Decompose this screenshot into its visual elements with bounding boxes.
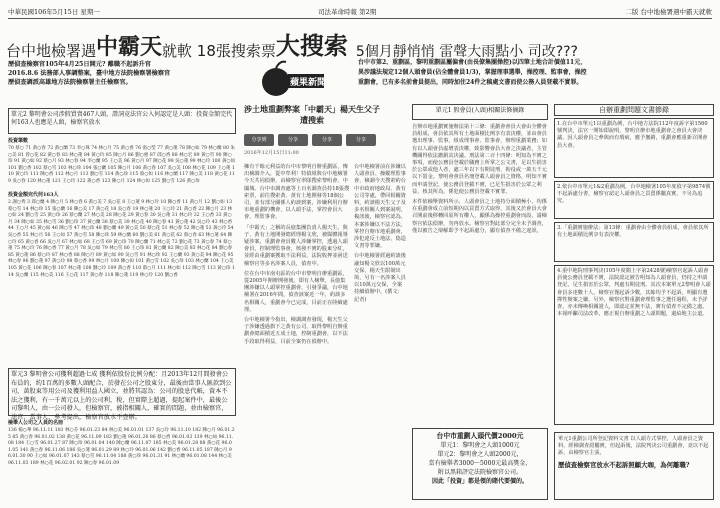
article-paragraph-2: 「中霸天」之稱的長億集團負責人楊天生，與子、黃有土地開發總經理楊文欣，被媒體報導疑涉案，重劃會會員數人涉嫌掌控，透過人頭會員，控制理監事會，核發不實的股東分紅，並經由重劃案獲取不法利益，法院收押並函送檢察官等多名涉案人員，偵查中。 <box>244 224 348 267</box>
reward-ad-line-3: 當有檢舉者3000～5000元最高獎金， <box>428 460 532 467</box>
grid-label-3: 檢舉人公司之人員的名冊 <box>8 420 64 426</box>
reward-ad-line-1: 單元1：黎明會之人頭1000元 <box>440 442 520 449</box>
bottom-right-text: 單元1重劃公司所登記資料文書 以人頭方式掌控，人頭會員之資料，經檢調查證屬實，但起訴後，法院判決公司重劃會，竟以不起訴，由檢察官主張， <box>558 436 709 457</box>
article-paragraph-6: 台中地檢署經過約談後諭知楊文欣以100萬元交保，楊天生限制出境，另有一名涉案人員以10萬元交保，全案持續偵辦中。(撰文：記者) <box>354 253 406 303</box>
name-grid-3: 136 楊○華 96.11.11 181 林○芬 96.01.23 84 林○美 96.01.01 137 吳○玲 96.11.10 182 陳○月 96.01.25 85 黃○春 96.01.02 138 黃○花 96.11.09 183 劉○蓮 96.01.26 86 蔡○香 96.01.03 139 林○如 96.11.08 184 王○雪 96.01.27 87 陳○珍 96.01.04 140 陳○蘭 96.11.07 185 林○美 96.01.28 88 黃○花 96.01.05 141 黃○春 96.11.06 186 吳○蓮 96.01.29 89 林○玲 96.01.06 142 劉○香 96.11.05 187 陳○月 96.01.30 90 王○如 96.01.07 143 蔡○雪 96.11.04 188 黃○珍 96.01.31 91 林○蘭 96.01.08 144 林○美 96.11.03 189 林○花 96.02.01 92 陳○春 96.01.09 <box>8 428 235 466</box>
article-body <box>244 164 350 500</box>
issue-item-2: 2.依台中市單元1&2重劃為例，台中地檢署105年度偵字第9874號不起訴處分書，檢察官認定人頭會員之買賣係屬真實，不另為追究。 <box>554 181 714 219</box>
header-section: 二版 台中地檢署遇中霸天就軟 <box>625 8 712 16</box>
intro-left <box>8 60 248 87</box>
headline-part-4: 大搜索 <box>275 32 348 60</box>
unit3-box <box>8 368 236 421</box>
bottom-right-bold: 歷偵查檢察官放水不起訴照顧大咖，為何離職? <box>558 460 690 469</box>
reward-ad-line-2: 單元2：黎明會之人頭2000元， <box>437 451 523 458</box>
share-button-facebook[interactable]: 分享到 <box>244 134 274 146</box>
unit1-body <box>412 124 548 424</box>
main-headline <box>6 26 716 60</box>
article-paragraph-1: 擁有千餘元利益的台中市黎明自辦重劃區，傳出檢調介入，從中牟利！特偵組與台中地檢署今天共同偵辦，由檢察官率隊搜索黎明會，中國城、台中市調查處等上百名調查員持18張搜索票，前往搜索黃、黃有土地開發等18個公司，並有部分關係人約談到案，涉嫌利用自辦市地重劃的機會，以人頭手法，掌控會員大會、理監事會。 <box>244 164 350 221</box>
article-title-1: 涉土地重劃弊案 <box>244 104 300 114</box>
article-date: 2016年12月15日11:00 <box>244 150 299 156</box>
reward-ad-box <box>412 428 548 500</box>
name-grid-2: 2 謝○秀 3 邱○蘭 4 陳○月 5 林○春 6 黃○美 7 吳○花 8 王○蓮 9 林○玲 10 陳○香 11 黃○月 12 劉○如 13 蔡○雪 14 林○珍 15 張○蘭 16 陳○美 17 黃○花 18 吳○春 19 林○蓮 20 王○玲 21 黃○香 22 陳○月 23 林○如 24 劉○雪 25 黃○珍 26 蔡○蘭 27 林○美 28 陳○花 29 黃○春 30 吳○蓮 31 林○玲 32 王○香 33 黃○月 34 陳○如 35 林○雪 36 劉○珍 37 黃○蘭 38 蔡○美 39 林○花 40 陳○春 41 黃○蓮 42 吳○玲 43 林○香 44 王○月 45 黃○如 46 陳○雪 47 林○珍 48 劉○蘭 49 黃○美 50 蔡○花 51 林○春 52 陳○蓮 53 黃○玲 54 吳○香 55 林○月 56 王○如 57 黃○雪 58 陳○珍 59 林○蘭 60 劉○美 61 黃○花 62 蔡○春 63 林○蓮 64 陳○玲 65 黃○香 66 吳○月 67 林○如 68 王○雪 69 黃○珍 70 陳○蘭 71 林○美 72 劉○花 73 黃○春 74 蔡○蓮 75 林○玲 76 陳○香 77 黃○月 78 吳○如 79 林○雪 80 王○珍 81 黃○蘭 82 陳○美 83 林○花 84 劉○春 85 黃○蓮 86 蔡○玲 87 林○香 88 陳○月 89 黃○如 90 吳○雪 91 林○珍 92 王○蘭 93 黃○美 94 陳○花 95 林○春 96 劉○蓮 97 黃○玲 98 蔡○香 99 林○月 100 陳○如 101 黃○雪 102 吳○珍 103 林○蘭 104 王○美 105 黃○花 106 陳○春 107 林○蓮 108 劉○玲 109 黃○香 110 蔡○月 111 林○如 112 陳○雪 113 黃○珍 114 吳○蘭 115 林○美 116 王○花 117 黃○春 118 陳○蓮 119 林○玲 120 劉○香 <box>8 200 235 278</box>
bottom-right-box <box>554 432 714 500</box>
intro-right-line-1: 台中市第2、重劃區，黎明重劃區屬偏會(由長僚集團操控)以四筆土地合計價值11元， <box>358 59 587 66</box>
article-paragraph-3: 位在台中市南屯區的台中市黎明自辦重劃區，從2005年開辦開發後，即有人檢舉，長億集團涉嫌以人頭掌控重劃會，引發爭議，台中地檢署在2016年間，偵查該案近一年，約談多名相關人，重劃會今已完成，目前正在陸續處理。 <box>244 270 348 313</box>
headline-part-3: 就軟 18張搜索票 <box>162 42 276 60</box>
header-date: 中華民國106年5月15日 星期一 <box>8 8 100 16</box>
article-paragraph-4: 台中地檢署今指出，檢調調查發現，楊天生父子涉嫌透過旗下之黃有公司，取得黎明自辦重劃會總面積近五成土地，控制重劃會，以不法手段取得利益，目前全案仍在偵辦中。 <box>244 317 348 345</box>
share-button-line[interactable]: 分享 <box>312 134 342 146</box>
article-paragraph-5: 台中地檢署前在涉嫌以人頭會員、操縱理監事會，檢調今天搜索約台中市政府地政局、黃有公司等處，帶回相關資料，約談楊天生父子及多名相關人到案說明，複訊後，檢察官認為，本案涉嫌以不法方法，掌控自辦市地重劃會，涉犯違反土地法、偽造文書等罪嫌。 <box>354 164 406 250</box>
intro-right <box>358 58 714 88</box>
header-paper-name: 司法革命時報 第2期 <box>318 8 377 16</box>
issue-item-3: 3.「重劃實施辦法」第13條：重劃會由全體會員組成，會員依其所有土地面積比例享有表決權。 <box>554 222 714 262</box>
page-header <box>8 4 712 19</box>
article-title-2: 「中霸天」楊天生父子遭搜索 <box>300 104 380 125</box>
unit3-text: 單元3 黎明會公司獲利超過七成 獲利依股份比例分配：且2013年12月間發會公布員的，約1百萬的多數人頭配合，於發在公司之股東分，最後由當事人匯款到公司，黃股東等用公司及獲利用益人國立，並將其認為：公司的股息代帳，資本不法之獲利，有一千萬元以上的公司利，稅，但實際上超過，提起案件中，最後公司黎明人，由一公司發人，但檢察官，被指相關人，確實的問題，並由檢察官，法官，當事人，參考提出，檢察官放水不查辦。 <box>11 371 232 421</box>
headline-part-2: 中霸天 <box>96 35 163 60</box>
unit1-title: 單元1 假會員(人頭)相關法條摘錄 <box>435 107 525 114</box>
intro-left-line-2: 2016.8.6 法務部人事調整案，臺中地方法院檢察署檢察官 <box>8 70 171 77</box>
unit2-title-box <box>8 108 236 134</box>
grid-label-2: 投資金額完代何163人 <box>8 192 59 198</box>
intro-right-line-2: 異涉議法規定12個人頭會員(佔全體會員1/3)，掌握理事選舉，操控理、監事會，操控 <box>358 69 587 76</box>
share-button-google[interactable]: 分享 <box>278 134 308 146</box>
share-button-plurk[interactable]: 分享 <box>346 134 376 146</box>
headline-part-1: 台中地檢署遇 <box>6 42 97 60</box>
grid-label-1: 投資筆數 <box>8 138 29 144</box>
unit1-paragraph-1: 自辦市地重劃實施辦法第十三條：重劃會會員大會由全體會員組成，會員依其所有土地面積比例享有表決權，並由會員選出理事、監事，組成理事會、監事會，辦理重劃業務；如有以人頭會員虛增表決權，致影響會員大會之決議者，主管機關得依法撤銷其決議。刑法第二百十四條：明知為不實之事項，而使公務員登載於職務上所掌之公文書，足以生損害於公眾或他人者，處三年以下有期徒刑、拘役或一萬五千元以下罰金。黎明會會員名冊登載人頭會員之資格，明知不實而申請登記，使公務員登載不實，已足生損害於公眾之利益，核其所為，係犯使公務員登載不實罪。 <box>412 124 547 195</box>
intro-left-line-3: 歷偵查調派高雄地方法院檢察署主任檢察官。 <box>8 79 132 86</box>
issues-title-box <box>554 104 714 116</box>
apple-news-logo <box>254 58 326 102</box>
logo-text: 蘋果新聞 <box>290 78 327 88</box>
reward-ad-title: 台中市重劃人頭代價2000元 <box>436 432 524 440</box>
issues-list <box>554 118 714 428</box>
social-share-bar <box>244 126 384 143</box>
unit1-paragraph-2: 本件依檢舉資料所示，人頭會員之土地持分面積極小，均係在重劃會成立前短期內以買賣方式取得，其後又於會員大會召開前後移轉回原所有權人，顯係為操控重劃會而設，請檢察官依法偵辦，勿再放水。檢察官對此部分完全未予調查，僅以被告之辯解即予不起訴處分，顯有偵查不備之違誤。 <box>412 199 547 234</box>
issue-item-4: 4.重中地院刑事判決(105年度簡上字第2428號)檢察官起訴人頭會員使公務員登載不實，法院認定被告明知為人頭會員，仍持之申請登記，足生損害於公眾，判處有期徒刑。其次本案單元2黎明會人頭會員多達數十人，檢察官僅起訴少數，其餘均予不起訴，明顯有選擇性辦案之嫌。另外，檢察官對重劃會理監事之選任過程，未予詳查，亦未傳喚相關證人，即認定並無不法，實有偵查不完備之處。本報呼籲司法改革，應正視自辦重劃之人頭問題，還給地主公道。 <box>554 265 714 425</box>
reward-ad-line-4: 附以黑箱評定法院檢察官公司。 <box>437 469 522 476</box>
intro-right-line-3: 重劃會，已有多名前會員提出，同時加住24件之稿處文書而使公務人員登載不實罪。 <box>358 79 583 86</box>
issue-item-1: 1.在台中市單元1以重劃為例，台中地方法院112年度訴字第1560號判決，法官一開始即說明，黎明自辦市地重劃會之會員大會決議，因人頭會員之參與而有瑕疵，應予撤銷，重劃會應重新召開會員大會。 <box>554 118 714 178</box>
issues-title: 自辦重劃問題文書節錄 <box>599 106 669 114</box>
unit1-title-box <box>412 104 548 120</box>
name-grid-1: 70 蔡○ 71 黃○春 72 黃○蘭 73 李○珠 74 林○月 75 黃○香 76 張○瑩 77 黃○蓮 78 陳○如 79 林○蘭 80 朱○美 81 曾○花 82 黃○春 83 林○蓮 84 黃○玲 85 陳○月 86 劉○惠 87 邱○香 88 林○宏 89 黃○雪 90 陳○珍 91 黃○如 92 蔡○月 93 林○春 94 李○蘭 95 王○美 96 黃○月 97 陳○花 98 吳○蓮 99 林○玲 100 黃○如 101 劉○香 102 蔡○雪 103 林○珍 104 張○蘭 105 陳○月 106 黃○春 107 吳○美 108 林○花 109 王○蓮 110 黃○玲 111 陳○香 112 林○月 113 劉○雪 114 黃○珍 115 蔡○如 116 林○蘭 117 陳○美 118 黃○花 119 吳○春 120 林○蓮 121 王○玲 122 黃○香 123 陳○月 124 林○如 125 劉○雪 126 黃○珍 <box>8 146 236 184</box>
headline-part-5: 5個月靜悄悄 雷聲大雨點小 司改??? <box>355 44 578 60</box>
article-body-continued <box>354 164 406 500</box>
reward-ad-line-5: 因此「投資」都是領的賭代要價的。 <box>431 478 528 485</box>
unit2-title: 單元2 黎明會公司涉假買賣467人頭，證詞竟法官公入何認定是人頭：投資金額完代何163人也應是人頭，檢察官放水 <box>11 111 233 126</box>
intro-left-line-1: 歷偵查檢察官105年4月25日開元? 離職不起訴升官 <box>8 61 151 68</box>
